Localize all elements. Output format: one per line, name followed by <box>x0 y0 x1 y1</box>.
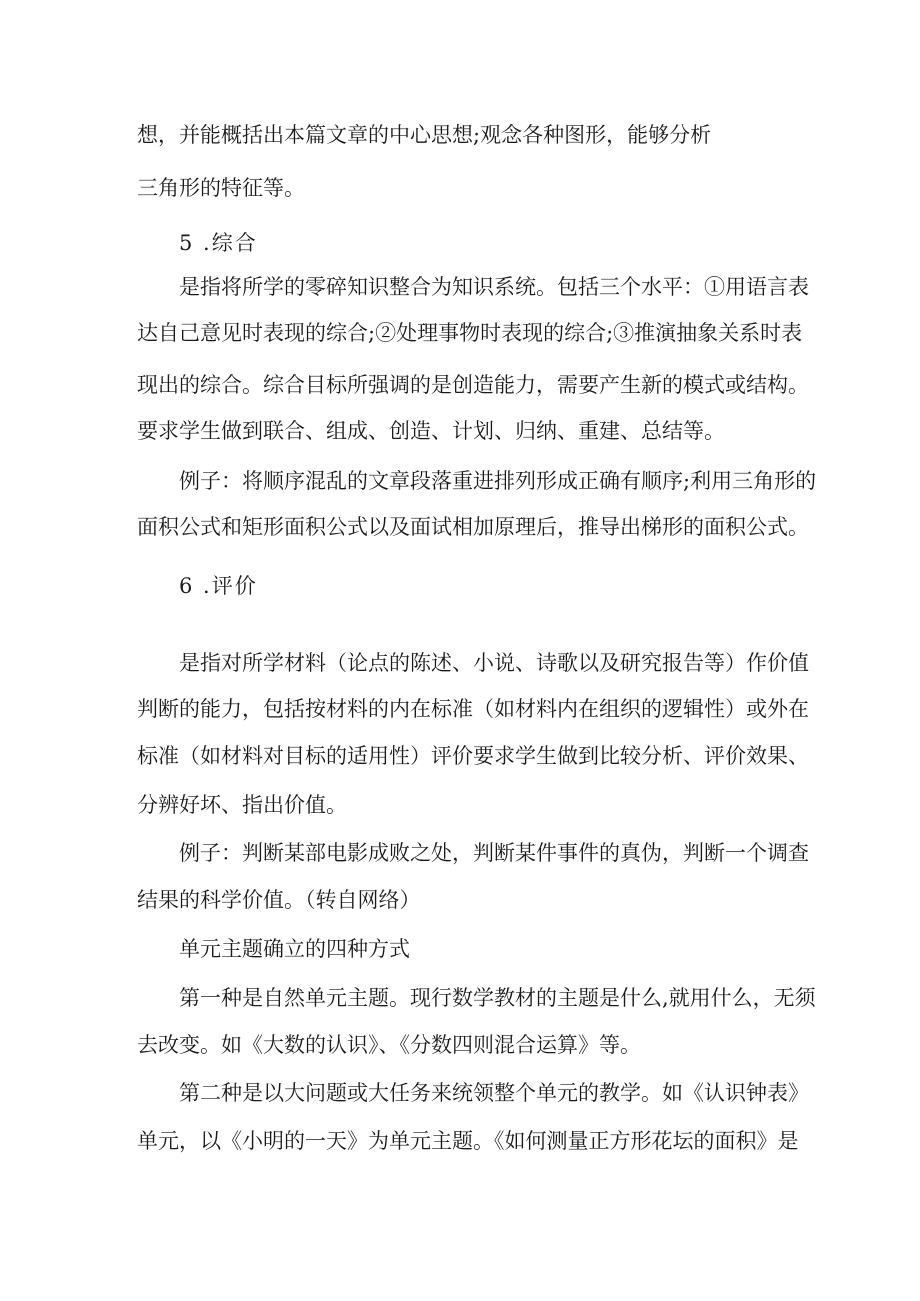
text-line-18: 第一种是自然单元主题。现行数学教材的主题是什么,就用什么，无须 <box>179 986 816 1010</box>
section-heading-5: 5 .综合 <box>179 231 258 255</box>
text-line-12: 判断的能力，包括按材料的内在标准（如材料内在组织的逻辑性）或外在 <box>137 697 809 721</box>
text-line-16: 结果的科学价值。（转自网络） <box>137 888 421 912</box>
text-line-6: 现出的综合。综合目标所强调的是创造能力，需要产生新的模式或结构。 <box>137 373 809 397</box>
text-line-11: 是指对所学材料（论点的陈述、小说、诗歌以及研究报告等）作价值 <box>179 651 809 675</box>
text-line-5: 达自己意见时表现的综合;②处理事物时表现的综合;③推演抽象关系时表 <box>137 321 803 345</box>
section-title-unit-themes: 单元主题确立的四种方式 <box>179 937 410 961</box>
text-line-20: 第二种是以大问题或大任务来统领整个单元的教学。如《认识钟表》 <box>179 1081 809 1105</box>
text-line-9: 面积公式和矩形面积公式以及面试相加原理后，推导出梯形的面积公式。 <box>137 515 809 539</box>
text-line-13: 标准（如材料对目标的适用性）评价要求学生做到比较分析、评价效果、 <box>137 744 809 768</box>
text-line-14: 分辨好坏、指出价值。 <box>137 793 347 817</box>
text-line-19: 去改变。如《大数的认识》、《分数四则混合运算》等。 <box>137 1033 641 1057</box>
section-heading-6: 6 .评价 <box>179 574 258 598</box>
text-line-1: 想，并能概括出本篇文章的中心思想;观念各种图形，能够分析 <box>137 123 712 147</box>
text-line-15: 例子：判断某部电影成败之处，判断某件事件的真伪，判断一个调查 <box>179 841 809 865</box>
text-line-4: 是指将所学的零碎知识整合为知识系统。包括三个水平：①用语言表 <box>179 275 809 299</box>
text-line-2: 三角形的特征等。 <box>137 176 305 200</box>
text-line-7: 要求学生做到联合、组成、创造、计划、归纳、重建、总结等。 <box>137 419 725 443</box>
text-line-21: 单元，以《小明的一天》为单元主题。《如何测量正方形花坛的面积》是 <box>137 1129 799 1153</box>
text-line-8: 例子：将顺序混乱的文章段落重进排列形成正确有顺序;利用三角形的 <box>179 469 817 493</box>
